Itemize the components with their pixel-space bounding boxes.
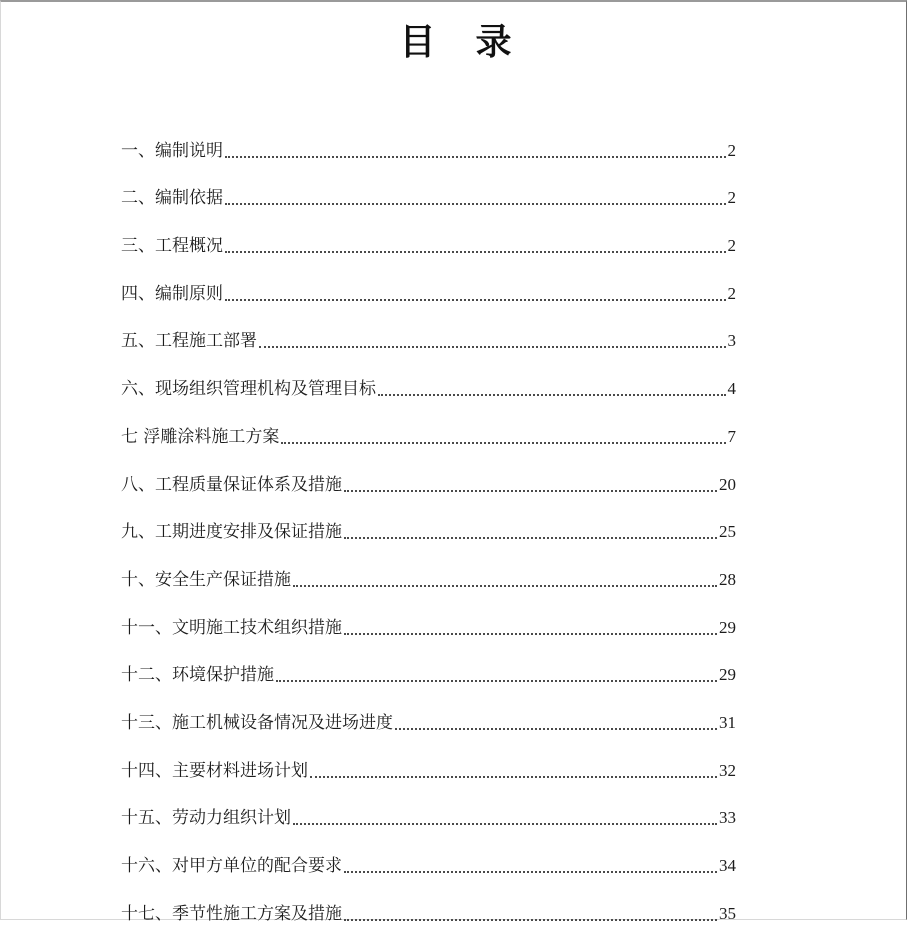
toc-entry[interactable]: [121, 502, 736, 550]
toc-entry-page: 35: [719, 903, 736, 923]
toc-entry[interactable]: [121, 740, 736, 788]
toc-entry-label: 十三、施工机械设备情况及进场进度: [121, 712, 393, 733]
toc-entry-page: 2: [727, 236, 736, 256]
toc-entry-label: 十六、对甲方单位的配合要求: [121, 856, 342, 876]
toc-leader-dots: [344, 536, 717, 539]
toc-leader-dots: [344, 489, 717, 492]
toc-leader-dots: [293, 584, 717, 587]
toc-entry[interactable]: [121, 597, 736, 645]
toc-entry-page: 25: [719, 522, 736, 542]
toc-leader-dots: [344, 632, 717, 635]
table-of-contents: [121, 120, 736, 931]
title-char-2: 录: [475, 21, 512, 63]
toc-entry[interactable]: [121, 883, 736, 931]
toc-leader-dots: [276, 679, 717, 682]
toc-entry[interactable]: [121, 358, 736, 406]
toc-entry[interactable]: [121, 215, 736, 263]
toc-entry[interactable]: [121, 454, 736, 502]
toc-entry[interactable]: [121, 311, 736, 359]
toc-entry-page: 28: [719, 569, 736, 589]
toc-entry-page: 2: [727, 140, 736, 160]
toc-leader-dots: [225, 155, 726, 158]
page-title: [1, 20, 909, 64]
toc-entry-label: 十二、环境保护措施: [121, 665, 274, 686]
toc-entry-page: 29: [719, 617, 736, 637]
toc-entry-page: 4: [727, 379, 736, 399]
toc-entry[interactable]: [121, 263, 736, 311]
toc-entry-page: 31: [719, 712, 736, 732]
toc-entry-page: 20: [719, 474, 736, 494]
toc-entry[interactable]: [121, 406, 736, 454]
toc-entry[interactable]: [121, 549, 736, 597]
toc-entry-label: 十一、文明施工技术组织措施: [121, 617, 342, 638]
toc-entry-label: 十四、主要材料进场计划: [121, 760, 308, 781]
toc-leader-dots: [225, 298, 726, 301]
toc-entry[interactable]: [121, 168, 736, 216]
toc-entry-label: 七 浮雕涂料施工方案: [121, 426, 280, 447]
title-char-1: 目: [399, 21, 436, 63]
toc-entry-page: 2: [727, 283, 736, 303]
toc-leader-dots: [395, 727, 717, 730]
toc-leader-dots: [225, 202, 726, 205]
toc-entry-page: 33: [719, 808, 736, 828]
toc-entry-label: 九、工期进度安排及保证措施: [121, 522, 342, 543]
toc-leader-dots: [310, 775, 717, 778]
toc-entry[interactable]: [121, 788, 736, 836]
toc-entry-label: 十五、劳动力组织计划: [121, 808, 291, 829]
toc-leader-dots: [344, 870, 717, 873]
toc-entry-page: 34: [719, 856, 736, 875]
toc-entry-label: 十七、季节性施工方案及措施: [121, 903, 342, 924]
toc-leader-dots: [225, 250, 726, 253]
toc-entry-label: 五、工程施工部署: [121, 331, 257, 352]
toc-leader-dots: [259, 345, 726, 348]
toc-entry-label: 六、现场组织管理机构及管理目标: [121, 379, 376, 400]
toc-entry-page: 3: [727, 331, 736, 351]
toc-entry[interactable]: [121, 692, 736, 740]
toc-leader-dots: [281, 441, 725, 444]
toc-entry-label: 八、工程质量保证体系及措施: [121, 474, 342, 495]
toc-entry-label: 三、工程概况: [121, 236, 223, 257]
toc-entry-label: 十、安全生产保证措施: [121, 569, 291, 590]
toc-leader-dots: [378, 393, 726, 396]
toc-entry-label: 一、编制说明: [121, 140, 223, 161]
toc-entry-page: 2: [727, 188, 736, 208]
toc-leader-dots: [293, 822, 717, 825]
toc-entry[interactable]: [121, 645, 736, 693]
toc-entry-page: 32: [719, 760, 736, 780]
toc-entry-page: 29: [719, 665, 736, 685]
toc-entry-label: 四、编制原则: [121, 283, 223, 304]
toc-entry-label: 二、编制依据: [121, 188, 223, 209]
toc-entry[interactable]: [121, 120, 736, 168]
toc-entry[interactable]: [121, 835, 736, 883]
toc-entry-page: 7: [727, 426, 736, 446]
toc-leader-dots: [344, 918, 717, 921]
